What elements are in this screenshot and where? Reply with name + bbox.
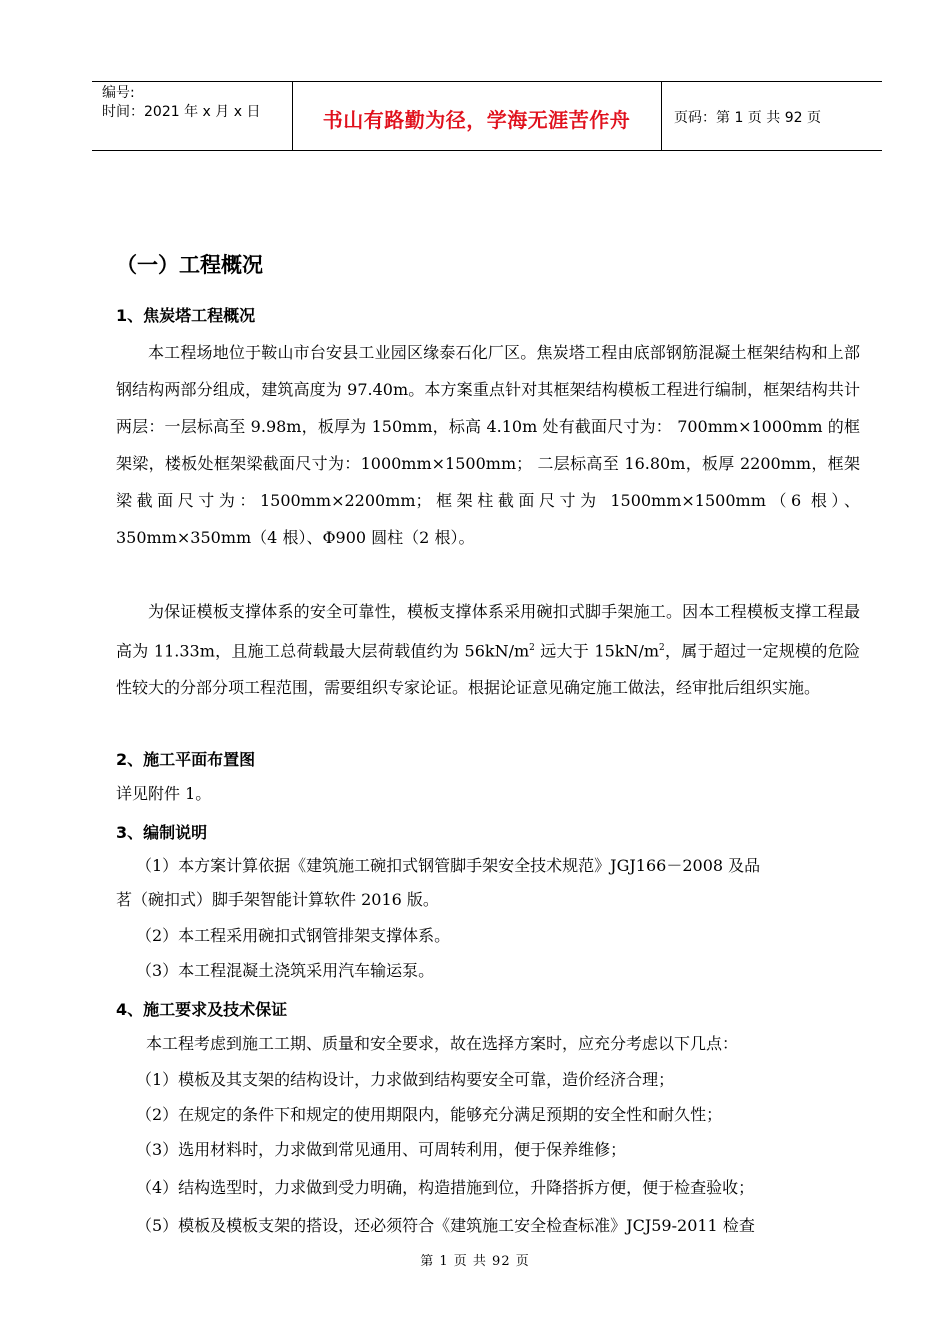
header-motto: 书山有路勤为径，学海无涯苦作舟	[322, 108, 631, 132]
note-item-1a: （1）本方案计算依据《建筑施工碗扣式钢管脚手架安全技术规范》JGJ166－2008 及品	[136, 856, 761, 875]
subheading-layout: 2、施工平面布置图	[116, 750, 256, 769]
paragraph-safety	[116, 593, 860, 706]
section-title: （一）工程概况	[116, 253, 263, 277]
page-header	[92, 81, 882, 151]
time-label: 时间：2021 年 x 月 x 日	[102, 104, 261, 120]
paragraph-safety-part1: 为保证模板支撑体系的安全可靠性，模板支撑体系采用碗扣式脚手架施工。因本工程模板支撑工程最高为 11.33m，且施工总荷载最大层荷载值约为 56kN/m	[116, 602, 860, 661]
subheading-overview: 1、焦炭塔工程概况	[116, 306, 256, 325]
header-divider	[661, 82, 662, 150]
subheading-notes: 3、编制说明	[116, 823, 208, 842]
superscript: 2	[659, 643, 665, 653]
layout-reference: 详见附件 1。	[116, 784, 212, 803]
subheading-requirements: 4、施工要求及技术保证	[116, 1000, 288, 1019]
header-left	[102, 84, 260, 122]
note-item-2: （2）本工程采用碗扣式钢管排架支撑体系。	[136, 926, 451, 945]
requirement-item-4: （4）结构选型时，力求做到受力明确，构造措施到位，升降搭拆方便，便于检查验收；	[136, 1178, 755, 1197]
requirement-item-5: （5）模板及模板支架的搭设，还必须符合《建筑施工安全检查标准》JCJ59-2011 检查	[136, 1216, 755, 1235]
paragraph-safety-part2: 远大于 15kN/m	[534, 641, 660, 661]
note-item-1b: 茗（碗扣式）脚手架智能计算软件 2016 版。	[116, 890, 439, 909]
serial-label: 编号:	[102, 85, 135, 101]
paragraph-overview: 本工程场地位于鞍山市台安县工业园区缘泰石化厂区。焦炭塔工程由底部钢筋混凝土框架结构和上部钢结构两部分组成，建筑高度为 97.40m。本方案重点针对其框架结构模板工程进行编制，框架结构共计两层：一层标高至 9.98m，板厚为 150mm，标高 4.10m 处有截面尺寸为： 700mm×1000mm 的框架梁，楼板处框架梁截面尺寸为：1000mm×1500mm； 二层标高至 16.80m，板厚 2200mm，框架梁截面尺寸为：1500mm×2200mm；框架柱截面尺寸为 1500mm×1500mm（6 根）、350mm×350mm（4 根）、Φ900 圆柱（2 根）。	[116, 343, 860, 547]
page-footer: 第 1 页 共 92 页	[420, 1254, 530, 1269]
requirement-item-3: （3）选用材料时，力求做到常见通用、可周转利用，便于保养维修；	[136, 1140, 627, 1159]
requirement-item-2: （2）在规定的条件下和规定的使用期限内，能够充分满足预期的安全性和耐久性；	[136, 1105, 723, 1124]
paragraph-safety-part3: ，属于超过一定规模的危险性较大的分部分项工程范围，需要组织专家论证。根据论证意见确定施工做法，经审批后组织实施。	[116, 641, 860, 698]
requirements-intro: 本工程考虑到施工工期、质量和安全要求，故在选择方案时，应充分考虑以下几点：	[146, 1034, 739, 1053]
note-item-3: （3）本工程混凝土浇筑采用汽车输运泵。	[136, 961, 435, 980]
superscript: 2	[529, 643, 535, 653]
header-page-info: 页码：第 1 页 共 92 页	[674, 110, 821, 126]
requirement-item-1: （1）模板及其支架的结构设计，力求做到结构要安全可靠，造价经济合理；	[136, 1070, 675, 1089]
